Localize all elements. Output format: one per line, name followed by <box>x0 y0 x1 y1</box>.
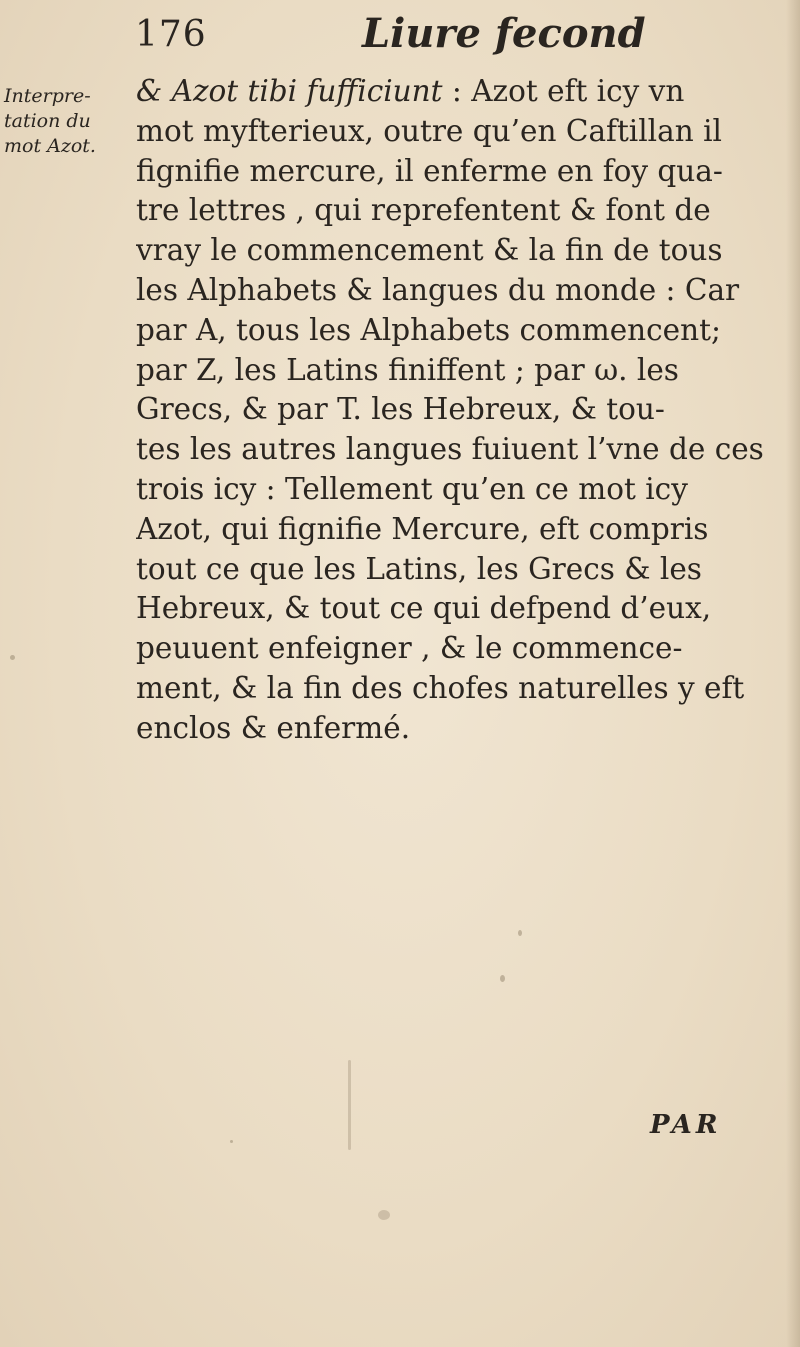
text-span: Azot, qui fignifie Mercure, eft compris <box>136 511 709 546</box>
text-line <box>136 629 776 669</box>
text-line <box>136 72 776 112</box>
text-span: ment, & la fin des chofes naturelles y eft <box>136 670 745 705</box>
text-line <box>136 550 776 590</box>
margin-note <box>4 84 134 159</box>
page-number: 176 <box>135 14 207 55</box>
running-head: Liure fecond <box>362 10 646 57</box>
margin-note-line: Interpre- <box>4 85 91 107</box>
catchword: PAR <box>650 1110 722 1140</box>
text-line <box>136 510 776 550</box>
text-span: tre lettres , qui reprefentent & font de <box>136 193 711 228</box>
text-span: enclos & enfermé. <box>136 710 411 745</box>
text-line <box>136 709 776 749</box>
text-line <box>136 351 776 391</box>
text-line <box>136 311 776 351</box>
text-span: trois icy : Tellement qu’en ce mot icy <box>136 471 688 506</box>
text-span: tout ce que les Latins, les Grecs & les <box>136 551 702 586</box>
text-span: mot myfterieux, outre qu’en Caftillan il <box>136 113 722 148</box>
body-text <box>136 72 776 749</box>
text-span: : Azot eft icy vn <box>442 74 685 108</box>
paper-speck <box>500 975 505 982</box>
text-span: les Alphabets & langues du monde : Car <box>136 272 740 307</box>
text-span: par A, tous les Alphabets commencent; <box>136 312 721 347</box>
text-line <box>136 390 776 430</box>
text-span: tes les autres langues fuiuent l’vne de ces <box>136 432 764 467</box>
text-span: Grecs, & par T. les Hebreux, & tou- <box>136 392 665 427</box>
text-line <box>136 191 776 231</box>
margin-note-line: mot Azot. <box>4 135 96 157</box>
paper-speck <box>230 1140 233 1143</box>
text-span: Hebreux, & tout ce qui defpend d’eux, <box>136 591 712 626</box>
paper-speck <box>348 1060 351 1150</box>
paper-speck <box>10 655 15 660</box>
latin-quote: & Azot tibi fufficiunt <box>136 74 443 108</box>
text-line <box>136 271 776 311</box>
text-line <box>136 470 776 510</box>
text-line <box>136 430 776 470</box>
paper-speck <box>518 930 522 936</box>
margin-note-line: tation du <box>4 110 91 132</box>
text-span: par Z, les Latins finiffent ; par ω. les <box>136 352 679 387</box>
text-line <box>136 669 776 709</box>
text-line <box>136 112 776 152</box>
text-span: vray le commencement & la fin de tous <box>136 233 723 268</box>
text-span: fignifie mercure, il enferme en foy qua- <box>136 153 723 188</box>
page-edge-shadow <box>786 0 800 1347</box>
text-span: peuuent enfeigner , & le commence- <box>136 631 683 666</box>
paper-speck <box>378 1210 390 1220</box>
text-line <box>136 152 776 192</box>
text-line <box>136 231 776 271</box>
text-line <box>136 589 776 629</box>
